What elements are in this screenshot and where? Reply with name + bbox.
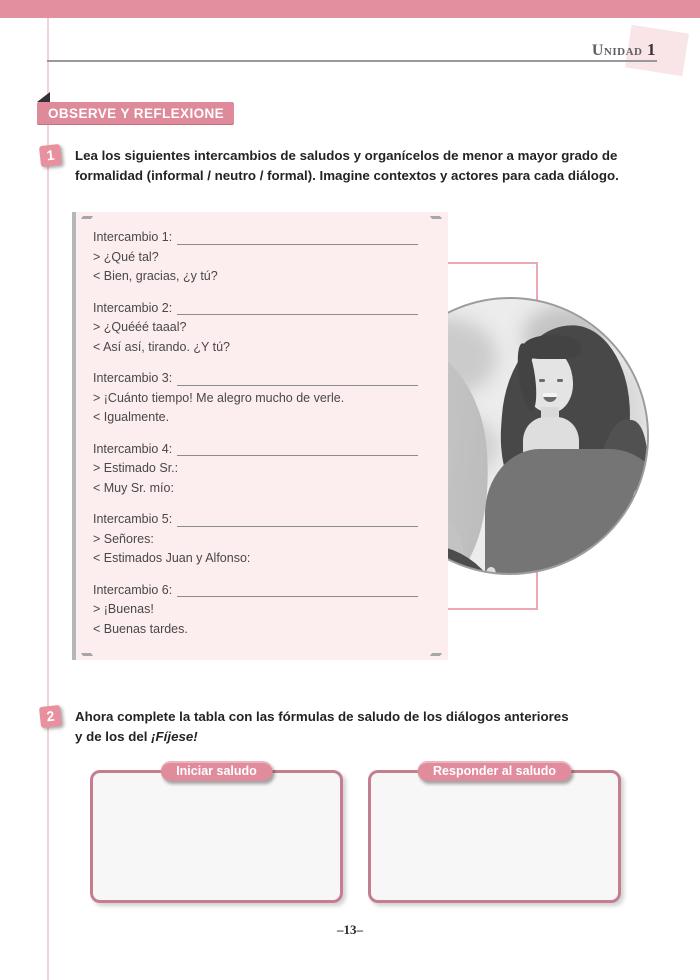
dialogue-sheet-content — [76, 212, 448, 660]
section-title-badge: OBSERVE Y REFLEXIONE — [37, 102, 234, 124]
dialogue-line-1: > ¿Qué tal? — [93, 249, 159, 264]
exercise-1-instructions-line-1: Lea los siguientes intercambios de saludos y organícelos de menor a mayor grado de — [75, 148, 618, 163]
dialogue-line-1: > ¿Quééé taaal? — [93, 320, 187, 334]
dialogue-blank-line — [177, 244, 418, 245]
woman-facing-hair — [523, 335, 581, 359]
dialogue-line-1: > Estimado Sr.: — [93, 461, 179, 475]
header-rule — [47, 60, 657, 62]
dialogue-title-row — [93, 440, 418, 460]
unit-label — [592, 40, 656, 60]
exercise-2-instructions-line-2 — [75, 727, 650, 747]
dialogue-line-2: < Bien, gracias, ¿y tú? — [93, 269, 218, 283]
woman-facing-top — [485, 449, 649, 575]
page-number: –13– — [337, 922, 363, 937]
exercise-1-instructions-line-2: formalidad (informal / neutro / formal). Imagine contextos y actores para cada diálogo. — [75, 167, 619, 183]
dialogue-blank-line — [177, 455, 418, 456]
woman-facing-eye — [557, 379, 563, 382]
exercise-2-instructions — [75, 707, 650, 746]
dialogue-line-2: < Estimados Juan y Alfonso: — [93, 551, 251, 565]
dialogue-label: Intercambio 2: — [93, 300, 173, 315]
dialogue-title-row — [93, 228, 418, 248]
dialogue-block-5 — [93, 510, 418, 569]
dialogue-block-4 — [93, 440, 418, 499]
responder-al-saludo-box — [368, 764, 621, 903]
dialogue-line-2: < Así así, tirando. ¿Y tú? — [93, 339, 230, 354]
responder-al-saludo-header: Responder al saludo — [417, 761, 572, 781]
dialogue-label: Intercambio 5: — [93, 512, 173, 526]
dialogue-blank-line — [177, 385, 418, 386]
dialogue-line-2: < Igualmente. — [93, 410, 170, 424]
dialogue-line-1: > ¡Buenas! — [93, 602, 154, 616]
top-accent-bar — [0, 0, 700, 18]
dialogue-line-2: < Buenas tardes. — [93, 621, 188, 636]
iniciar-saludo-box — [90, 764, 343, 903]
exercise-2-number-badge: 2 — [39, 705, 62, 728]
dialogue-label: Intercambio 6: — [93, 582, 173, 597]
exercise-1-instructions — [75, 146, 650, 185]
dialogue-block-3 — [93, 369, 418, 428]
dialogue-block-1 — [93, 228, 418, 287]
dialogue-line-1: > Señores: — [93, 531, 154, 546]
dialogue-block-6 — [93, 581, 418, 640]
dialogue-blank-line — [177, 526, 418, 527]
exercise-2-instructions-line-1: Ahora complete la tabla con las fórmulas de saludo de los diálogos anteriores — [75, 709, 569, 724]
dialogue-title-row — [93, 369, 418, 389]
unit-word: Unidad — [591, 42, 643, 59]
unit-number: 1 — [647, 40, 656, 59]
page-fold-icon — [37, 92, 50, 102]
dialogue-label: Intercambio 4: — [93, 441, 173, 456]
dialogue-title-row — [93, 510, 418, 530]
dialogue-label: Intercambio 3: — [93, 371, 173, 385]
fijese-reference: ¡Fíjese! — [151, 728, 198, 744]
dialogue-blank-line — [177, 596, 418, 597]
dialogue-title-row — [93, 299, 418, 319]
dialogue-blank-line — [177, 314, 418, 315]
dialogue-title-row — [93, 581, 418, 601]
dialogue-block-2 — [93, 299, 418, 358]
exercise-2-line-2-prefix: y de los del — [75, 728, 152, 744]
dialogue-label: Intercambio 1: — [93, 230, 173, 244]
woman-facing-eye — [539, 379, 545, 382]
dialogue-sheet — [72, 212, 448, 660]
dialogue-line-2: < Muy Sr. mío: — [93, 480, 174, 495]
exercise-1-number-badge: 1 — [39, 144, 62, 167]
dialogue-line-1: > ¡Cuánto tiempo! Me alegro mucho de verle. — [93, 390, 345, 405]
iniciar-saludo-header: Iniciar saludo — [160, 761, 273, 781]
